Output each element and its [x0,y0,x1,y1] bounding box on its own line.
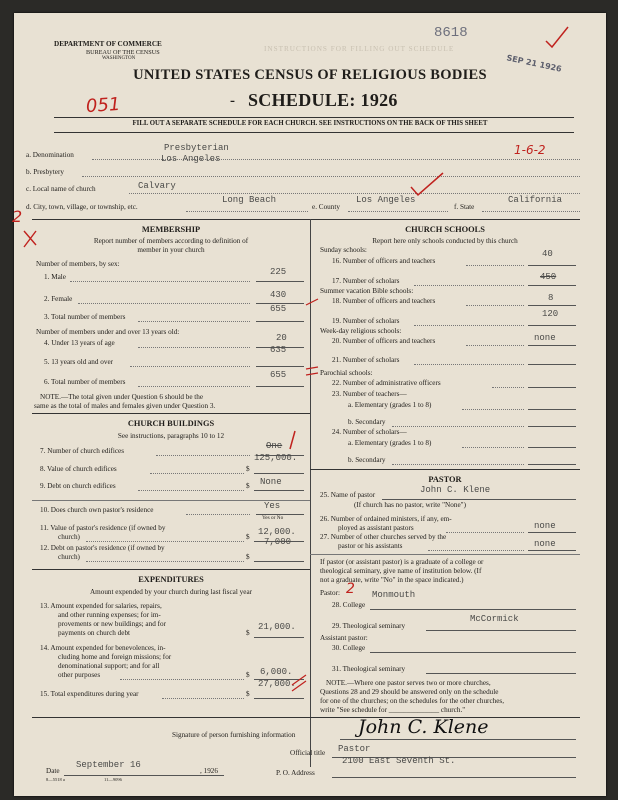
q18-label: 18. Number of officers and teachers [332,297,436,305]
q20-label: 20. Number of officers and teachers [332,337,436,345]
city-field-label: d. City, town, village, or township, etc. [26,203,138,211]
answer-line [254,637,304,638]
bleed-through-text: INSTRUCTIONS FOR FILLING OUT SCHEDULE [264,45,455,53]
dollar-sign: $ [246,553,250,561]
parochial-label: Parochial schools: [320,369,373,377]
dotted-line [446,532,524,533]
dotted-line [120,679,244,680]
answer-line [528,305,576,306]
q30-label: 30. College [332,644,366,652]
dollar-sign: $ [246,465,250,473]
answer-line [528,325,576,326]
pastor-note-2: Questions 28 and 29 should be answered only on the schedule [320,688,499,696]
dotted-line [414,325,524,326]
divider [32,219,580,220]
census-schedule-sheet [14,13,606,796]
print-code-1: 8—5518 a [46,777,65,782]
answer-line [254,490,304,491]
divider [310,554,580,555]
pastor-title: PASTOR [428,475,462,484]
q16-label: 16. Number of officers and teachers [332,257,436,265]
denomination-value: Presbyterian [164,143,229,153]
dotted-line [186,211,308,212]
q10-value: Yes [264,501,281,511]
red-tick-icon [286,429,300,451]
answer-line [340,739,576,740]
dotted-line [82,176,580,177]
dotted-line [392,464,524,465]
check-mark-icon [542,23,572,53]
stamp-number: 8618 [434,25,468,41]
dotted-line [414,285,524,286]
state-value: California [508,195,563,205]
q27-value: none [534,539,556,549]
q23a-label: a. Elementary (grades 1 to 8) [348,401,432,409]
bureau-label: BUREAU OF THE CENSUS [86,49,160,56]
q11-value: 12,000. [258,527,296,537]
q9-label: 9. Debt on church edifices [40,482,116,490]
county-label: e. County [312,203,340,211]
q19-value: 120 [542,309,559,319]
q8-value: 125,000. [254,453,298,463]
q27-line-2: pastor or his assistants [338,542,403,550]
red-tick-icon [304,293,322,311]
dollar-sign: $ [246,671,250,679]
divider [54,132,574,133]
q12-value: 7,000 [264,537,292,547]
dollar-sign: $ [246,482,250,490]
dotted-line [138,321,250,322]
q13-line-2: and other running expenses; for im- [58,611,161,619]
membership-intro-2: member in your church [137,246,205,254]
date-received-stamp: SEP 21 1926 [505,53,563,74]
dept-label: DEPARTMENT OF COMMERCE [54,40,162,48]
dotted-line [129,193,580,194]
q26-line-1: 26. Number of ordained ministers, if any, em- [320,515,452,523]
dotted-line [130,366,250,367]
q3-value: 655 [270,304,287,314]
schedule-title: SCHEDULE: 1926 [248,90,398,110]
divider [32,569,310,570]
graduate-line-1: If pastor (or assistant pastor) is a graduate of a college or [320,558,484,566]
q25-label: 25. Name of pastor [320,491,376,499]
signature-label: Signature of person furnishing information [172,731,296,739]
dotted-line [466,305,524,306]
dotted-line [86,541,244,542]
q4-value: 20 [276,333,287,343]
q23b-label: b. Secondary [348,418,386,426]
q13-line-3: provements or new buildings; and for [58,620,166,628]
schedule-dash: - [230,93,235,109]
q1-value: 225 [270,267,287,277]
schools-title: CHURCH SCHOOLS [405,225,485,234]
po-address-label: P. O. Address [276,769,315,777]
by-sex-label: Number of members, by sex: [36,260,120,268]
answer-line [254,473,304,474]
pastor-note-4: write "See schedule for ______________ church." [320,706,466,714]
dotted-line [492,387,524,388]
divider [54,117,574,118]
q27-line-1: 27. Number of other churches served by the [320,533,447,541]
expenditures-title: EXPENDITURES [138,575,204,584]
state-label: f. State [454,203,475,211]
schools-sub: Report here only schools conducted by this church [372,237,518,245]
answer-line [256,281,304,282]
q11-label-2: church) [58,533,80,541]
check-mark-icon [409,171,449,199]
presbytery-value: Los Angeles [161,154,221,164]
dotted-line [348,211,448,212]
q5-value: 635 [270,345,287,355]
red-file-number: 051 [85,93,122,118]
q14-line-2: cluding home and foreign missions; for [58,653,172,661]
answer-line [256,366,304,367]
q19-label: 19. Number of scholars [332,317,400,325]
membership-intro-1: Report number of members according to definition of [93,237,249,245]
q24a-label: a. Elementary (grades 1 to 8) [348,439,432,447]
q21-label: 21. Number of scholars [332,356,400,364]
membership-note-1: NOTE.—The total given under Question 6 should be the [40,393,204,401]
assistant-label: Assistant pastor: [320,634,368,642]
sunday-label: Sunday schools: [320,246,367,254]
q13-line-4: payments on church debt [58,629,131,637]
q22-label: 22. Number of administrative officers [332,379,441,387]
summer-label: Summer vacation Bible schools: [320,287,414,295]
pastor-note-3: for one of the churches; on the schedules for the other churches, [320,697,505,705]
q5-label: 5. 13 years old and over [44,358,114,366]
answer-line [528,285,576,286]
official-title-value: Pastor [338,744,371,754]
dollar-sign: $ [246,690,250,698]
q25-note: (If church has no pastor, write "None") [354,501,466,509]
city-label: WASHINGTON [102,56,136,61]
q11-label-1: 11. Value of pastor's residence (if owned by [40,524,166,532]
graduate-line-2: theological seminary, give name of institution below. (If [320,567,482,575]
answer-line [528,550,576,551]
red-tick-icon [290,671,310,695]
dotted-line [156,455,250,456]
dotted-line [162,698,244,699]
q24-label: 24. Number of scholars— [332,428,407,436]
answer-line [528,345,576,346]
dotted-line [138,347,250,348]
dotted-line [186,514,250,515]
signature: John C. Klene [358,716,489,738]
expenditures-sub: Amount expended by your church during last fiscal year [89,588,253,596]
membership-note-2: same as the total of males and females given under Question 3. [34,402,216,410]
answer-line [528,532,576,533]
po-address-value: 2100 East Seventh St. [342,756,456,766]
local-name-label: c. Local name of church [26,185,96,193]
dotted-line [414,364,524,365]
q12-label-2: church) [58,553,80,561]
buildings-sub: See instructions, paragraphs 10 to 12 [117,432,225,440]
q15-label: 15. Total expenditures during year [40,690,139,698]
q23-label: 23. Number of teachers— [332,390,407,398]
official-title-label: Official title [290,749,326,757]
fill-instructions: FILL OUT A SEPARATE SCHEDULE FOR EACH CHURCH. SEE INSTRUCTIONS ON THE BACK OF THIS SHEET [132,120,488,127]
city-value: Long Beach [222,195,277,205]
print-code-2: 11—9096 [104,777,122,782]
dotted-line [86,561,244,562]
dotted-line [78,303,250,304]
answer-line [528,447,576,448]
answer-line [256,386,304,387]
answer-line [370,652,576,653]
q18-value: 8 [548,293,554,303]
q8-label: 8. Value of church edifices [40,465,117,473]
q14-line-4: other purposes [58,671,101,679]
yes-no-hint: Yes or No [262,515,284,521]
divider [32,413,310,414]
answer-line [332,777,576,778]
q2-value: 430 [270,290,287,300]
q13-value: 21,000. [258,622,296,632]
answer-line [528,464,576,465]
date-value: September 16 [76,760,141,770]
form-title: UNITED STATES CENSUS OF RELIGIOUS BODIES [133,67,487,83]
red-pastor-mark: 2 [346,581,355,597]
graduate-line-3: not a graduate, write "No" in the space indicated.) [320,576,464,584]
answer-line [528,265,576,266]
q28-value: Monmouth [372,590,416,600]
buildings-title: CHURCH BUILDINGS [127,419,215,428]
presbytery-label: b. Presbytery [26,168,64,176]
q7-label: 7. Number of church edifices [40,447,125,455]
dotted-line [428,550,524,551]
answer-line [370,609,576,610]
local-name-value: Calvary [138,181,176,191]
dotted-line [466,345,524,346]
q9-value: None [260,477,282,487]
dotted-line [138,490,244,491]
answer-line [256,321,304,322]
answer-line [254,561,304,562]
q14-line-3: denominational support; and for all [58,662,160,670]
county-value: Los Angeles [356,195,416,205]
weekday-label: Week-day religious schools: [320,327,402,335]
pastor-note-1: NOTE.—Where one pastor serves two or more churches, [326,679,491,687]
answer-line [426,673,576,674]
divider [32,717,580,718]
q16-value: 40 [542,249,553,259]
date-label: Date [46,767,60,775]
denomination-label: a. Denomination [26,151,74,159]
q20-value: none [534,333,556,343]
q10-label: 10. Does church own pastor's residence [40,506,154,514]
red-margin-mark: 2 [12,207,23,226]
answer-line [528,409,576,410]
q17-label: 17. Number of scholars [332,277,400,285]
q3-label: 3. Total number of members [44,313,126,321]
dollar-sign: $ [246,533,250,541]
divider [310,469,580,470]
dotted-line [462,447,524,448]
q15-value: 27,000. [258,679,296,689]
q17-value: 450 [540,272,557,282]
q6-value: 655 [270,370,287,380]
dotted-line [138,386,250,387]
red-margin-number: 1-6-2 [514,143,546,157]
q12-label-1: 12. Debt on pastor's residence (if owned by [40,544,165,552]
q31-label: 31. Theological seminary [332,665,406,673]
answer-line [528,426,576,427]
q2-label: 2. Female [44,295,73,303]
answer-line [426,630,576,631]
dotted-line [462,409,524,410]
dotted-line [482,211,580,212]
q24b-label: b. Secondary [348,456,386,464]
answer-line [382,499,576,500]
q26-value: none [534,521,556,531]
q13-line-1: 13. Amount expended for salaries, repairs, [40,602,162,610]
answer-line [254,698,304,699]
q1-label: 1. Male [44,273,66,281]
dollar-sign: $ [246,629,250,637]
q14-line-1: 14. Amount expended for benevolences, in- [40,644,166,652]
q14-value: 6,000. [260,667,293,677]
pastor-label: Pastor: [320,589,340,597]
q29-value: McCormick [470,614,519,624]
q4-label: 4. Under 13 years of age [44,339,115,347]
dotted-line [70,281,250,282]
year-suffix: , 1926 [200,767,218,775]
age-label: Number of members under and over 13 years old: [36,328,180,336]
answer-line [528,387,576,388]
dotted-line [150,473,244,474]
q26-line-2: ployed as assistant pastors [338,524,414,532]
q6-label: 6. Total number of members [44,378,126,386]
q7-value: One [266,441,283,451]
answer-line [528,364,576,365]
membership-title: MEMBERSHIP [141,225,201,234]
q29-label: 29. Theological seminary [332,622,406,630]
dotted-line [466,265,524,266]
q28-label: 28. College [332,601,366,609]
q25-value: John C. Klene [420,485,491,495]
answer-line [64,775,224,776]
dotted-line [392,426,524,427]
